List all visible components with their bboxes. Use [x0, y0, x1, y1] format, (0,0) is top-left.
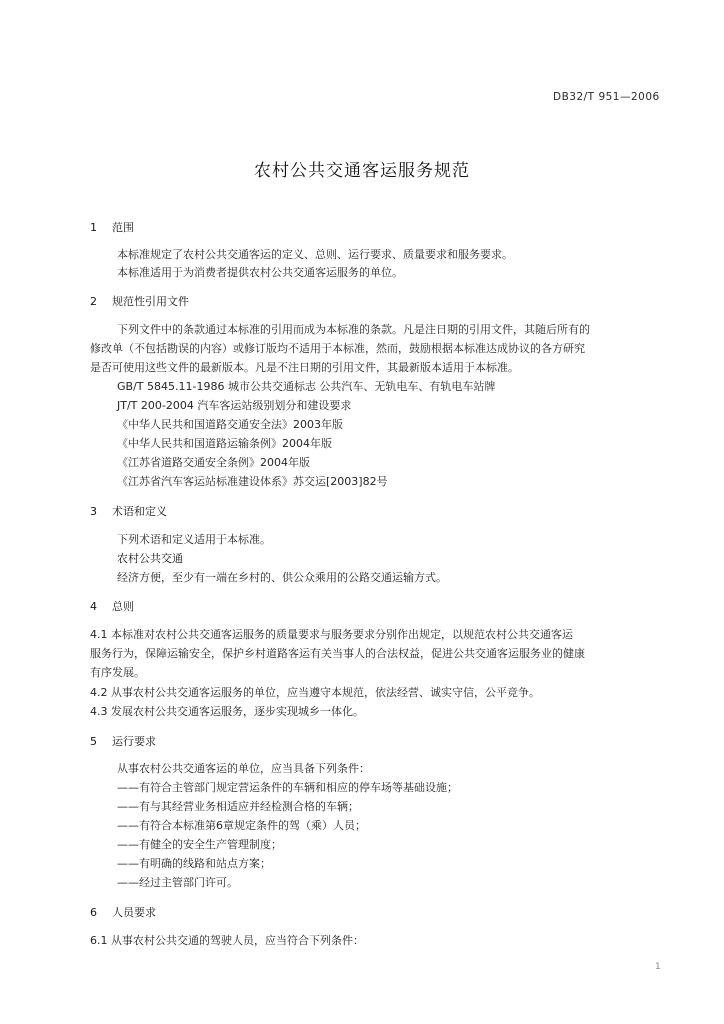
- section-title: 范围: [112, 221, 134, 234]
- section-title: 规范性引用文件: [112, 295, 189, 308]
- section-5-heading: [90, 733, 156, 749]
- clause: 4.2 从事农村公共交通客运服务的单位，应当遵守本规范，依法经营、诚实守信，公平竞争。: [90, 686, 540, 699]
- paragraph-line: 下列文件中的条款通过本标准的引用而成为本标准的条款。凡是注日期的引用文件，其随后所有的: [117, 323, 590, 336]
- list-item: ——有符合本标准第6章规定条件的驾（乘）人员；: [117, 819, 366, 832]
- section-number: 5: [90, 735, 97, 748]
- section-1-heading: [90, 219, 134, 235]
- page-number: 1: [655, 962, 661, 972]
- list-item: ——有健全的安全生产管理制度；: [117, 838, 282, 851]
- list-item: ——有与其经营业务相适应并经检测合格的车辆；: [117, 800, 359, 813]
- clause: 4.3 发展农村公共交通客运服务，逐步实现城乡一体化。: [90, 705, 364, 718]
- document-number: DB32/T 951—2006: [553, 91, 660, 103]
- reference-item: 《中华人民共和国道路运输条例》2004年版: [117, 437, 332, 450]
- paragraph: 本标准适用于为消费者提供农村公共交通客运服务的单位。: [117, 266, 403, 279]
- section-title: 人员要求: [112, 906, 156, 919]
- paragraph-line: 是否可使用这些文件的最新版本。凡是不注日期的引用文件，其最新版本适用于本标准。: [90, 361, 519, 374]
- term-definition: 经济方便，至少有一端在乡村的、供公众乘用的公路交通运输方式。: [117, 571, 447, 584]
- document-title: 农村公共交通客运服务规范: [254, 161, 470, 181]
- paragraph: 从事农村公共交通客运的单位，应当具备下列条件：: [117, 762, 370, 775]
- section-number: 2: [90, 295, 97, 308]
- clause-line: 服务行为，保障运输安全，保护乡村道路客运有关当事人的合法权益，促进公共交通客运服务业的健康: [90, 647, 585, 660]
- section-number: 1: [90, 221, 97, 234]
- reference-item: 《江苏省汽车客运站标准建设体系》苏交运[2003]82号: [117, 475, 388, 488]
- section-title: 总则: [112, 600, 134, 613]
- section-4-heading: [90, 598, 134, 614]
- clause: 6.1 从事农村公共交通的驾驶人员，应当符合下列条件：: [90, 934, 364, 947]
- section-6-heading: [90, 904, 156, 920]
- section-number: 4: [90, 600, 97, 613]
- section-number: 6: [90, 906, 97, 919]
- section-title: 运行要求: [112, 735, 156, 748]
- list-item: ——经过主管部门许可。: [117, 876, 238, 889]
- section-title: 术语和定义: [112, 505, 167, 518]
- section-2-heading: [90, 293, 189, 309]
- term: 农村公共交通: [117, 552, 183, 565]
- reference-item: 《中华人民共和国道路交通安全法》2003年版: [117, 418, 343, 431]
- clause-line: 4.1 本标准对农村公共交通客运服务的质量要求与服务要求分别作出规定，以规范农村公共交通客运: [90, 628, 573, 641]
- reference-item: GB/T 5845.11-1986 城市公共交通标志 公共汽车、无轨电车、有轨电车站牌: [117, 380, 496, 393]
- paragraph: 本标准规定了农村公共交通客运的定义、总则、运行要求、质量要求和服务要求。: [117, 248, 513, 261]
- reference-item: JT/T 200-2004 汽车客运站级别划分和建设要求: [117, 399, 352, 412]
- section-3-heading: [90, 503, 167, 519]
- reference-item: 《江苏省道路交通安全条例》2004年版: [117, 456, 310, 469]
- section-number: 3: [90, 505, 97, 518]
- list-item: ——有符合主管部门规定营运条件的车辆和相应的停车场等基础设施；: [117, 781, 458, 794]
- clause-line: 有序发展。: [90, 666, 145, 679]
- paragraph-line: 修改单（不包括勘误的内容）或修订版均不适用于本标准，然而，鼓励根据本标准达成协议的各方研究: [90, 342, 585, 355]
- list-item: ——有明确的线路和站点方案；: [117, 857, 271, 870]
- paragraph: 下列术语和定义适用于本标准。: [117, 533, 271, 546]
